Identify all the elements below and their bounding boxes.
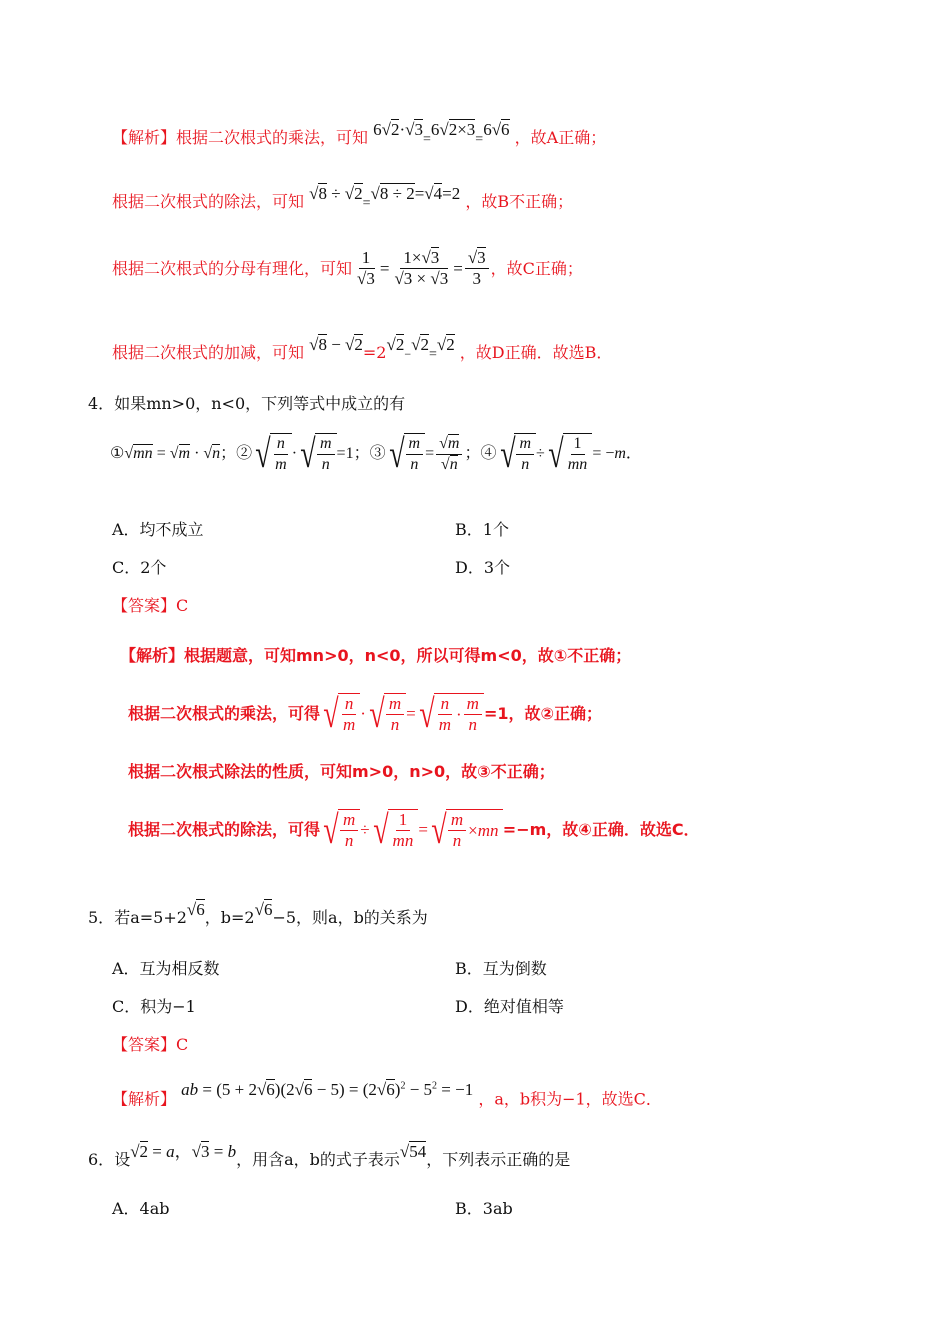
q4-analysis-line4 [128, 808, 700, 852]
analysis3-line1-prefix: 【解析】根据二次根式的乘法，可知 [112, 128, 369, 147]
q4-analysis-line2-prefix: 根据二次根式的乘法，可得 [128, 704, 321, 723]
q5-option-a[interactable]: A．互为相反数 [112, 959, 220, 978]
q4-stem [88, 394, 405, 414]
q6-number: 6． [88, 1150, 115, 1169]
q4-option-d[interactable]: D．3个 [455, 558, 511, 577]
q4-equations: ① √mn = √m · √n ；② √ $\frac{n}{m}$ · √ $\frac{m}{n}$ =1 ；③ √ $\frac{m}{n}$ = $\frac{√m}{√n}$ ；④ √ $\frac{m}{n}$ ÷ √ $\frac{1}{mn}$ = −m ． [110, 431, 642, 476]
q4-analysis-line2 [128, 692, 602, 736]
analysis3-line3-suffix: ，故C正确； [490, 258, 583, 278]
formula-3d: √8 − √2 [309, 335, 363, 354]
q5-sqrt6-b: √6 [254, 900, 273, 919]
q5-stem-a: 若a=5+2 [114, 908, 187, 927]
q6-stem [88, 1142, 571, 1170]
q4-option-b[interactable]: B．1个 [455, 520, 509, 539]
q4-analysis-line2-suffix: =1，故②正确； [483, 704, 603, 723]
q5-option-d[interactable]: D．绝对值相等 [455, 997, 564, 1016]
analysis3-line3-prefix: 根据二次根式的分母有理化，可知 [112, 258, 353, 278]
q5-number: 5． [88, 908, 115, 927]
q4-option-c[interactable]: C．2个 [112, 558, 167, 577]
q6-sqrt54: √54 [399, 1142, 427, 1161]
formula-4d: √ $\frac{m}{n}$ ÷ √ $\frac{1}{mn}$ = √ $\frac{m}{n}$ × mn [320, 808, 503, 852]
q6-stem-b: ，用含a，b的式子表示 [236, 1150, 400, 1169]
q4-analysis-line4-suffix: =−m，故④正确．故选C． [502, 820, 700, 839]
analysis3-line4: 根据二次根式的加减，可知 √8 − √2=2√2−√2=√2 ，故D正确．故选B． [112, 335, 613, 362]
q6-option-a[interactable]: A．4ab [112, 1199, 170, 1218]
q5-option-c[interactable]: C．积为−1 [112, 997, 196, 1016]
q5-analysis-prefix: 【解析】 [112, 1089, 177, 1109]
analysis3-line2: 根据二次根式的除法，可知 √8 ÷ √2=√8 ÷ 2=√4=2 ，故B不正确； [112, 184, 574, 211]
q4-analysis-line1: 【解析】根据题意，可知mn>0，n<0，所以可得m<0，故①不正确； [120, 646, 632, 665]
q5-stem-c: −5，则a，b的关系为 [272, 908, 428, 927]
analysis3-line2-prefix: 根据二次根式的除法，可知 [112, 192, 305, 211]
q4-analysis-line4-prefix: 根据二次根式的除法，可得 [128, 820, 321, 839]
analysis3-line1: 【解析】根据二次根式的乘法，可知 6√2·√3=6√2×3=6√6 ，故A正确； [112, 120, 607, 147]
q6-option-b[interactable]: B．3ab [455, 1199, 513, 1218]
analysis3-line4-prefix: 根据二次根式的加减，可知 [112, 343, 305, 362]
analysis3-line1-suffix: ，故A正确； [514, 128, 607, 147]
formula-4b: √ $\frac{n}{m}$ · √ $\frac{m}{n}$ = √ $\frac{n}{m}$ · $\frac{m}{n}$ [320, 692, 484, 736]
q5-analysis-suffix: ，a，b积为−1，故选C． [478, 1089, 662, 1109]
analysis3-line3 [112, 248, 583, 289]
q4-option-a[interactable]: A．均不成立 [112, 520, 204, 539]
q4-stem-text: 如果mn>0，n<0，下列等式中成立的有 [114, 394, 406, 413]
formula-5: ab = $(5 + 2√6)(2√6 - 5) = (2√6)^2 - 5^2 = -1$ [181, 1079, 474, 1099]
q4-answer: 【答案】C [112, 596, 189, 615]
q5-stem [88, 900, 428, 928]
analysis3-line4-suffix: ，故D正确．故选B． [459, 343, 613, 362]
q5-analysis [112, 1079, 662, 1110]
q5-option-b[interactable]: B．互为倒数 [455, 959, 547, 978]
analysis3-line2-suffix: ，故B不正确； [465, 192, 574, 211]
q6-stem-a: 设 [114, 1150, 131, 1169]
q5-sqrt6-a: √6 [186, 900, 205, 919]
q6-formula-ab: √2 = a，√3 = b [130, 1142, 237, 1161]
q6-stem-c: ，下列表示正确的是 [426, 1150, 571, 1169]
formula-3a: 6√2·√3 [373, 120, 423, 139]
q4-number: 4． [88, 394, 115, 413]
q4-analysis-line3: 根据二次根式除法的性质，可知m>0，n>0，故③不正确； [128, 762, 555, 781]
q5-stem-b: ，b=2 [204, 908, 255, 927]
formula-3c: $\frac{1}{√3}$ = $\frac{1\times√3}{√3 \times √3}$ = $\frac{√3}{3}$ [352, 248, 491, 289]
formula-3b: √8 ÷ √2 [309, 184, 363, 203]
q5-answer: 【答案】C [112, 1035, 189, 1054]
